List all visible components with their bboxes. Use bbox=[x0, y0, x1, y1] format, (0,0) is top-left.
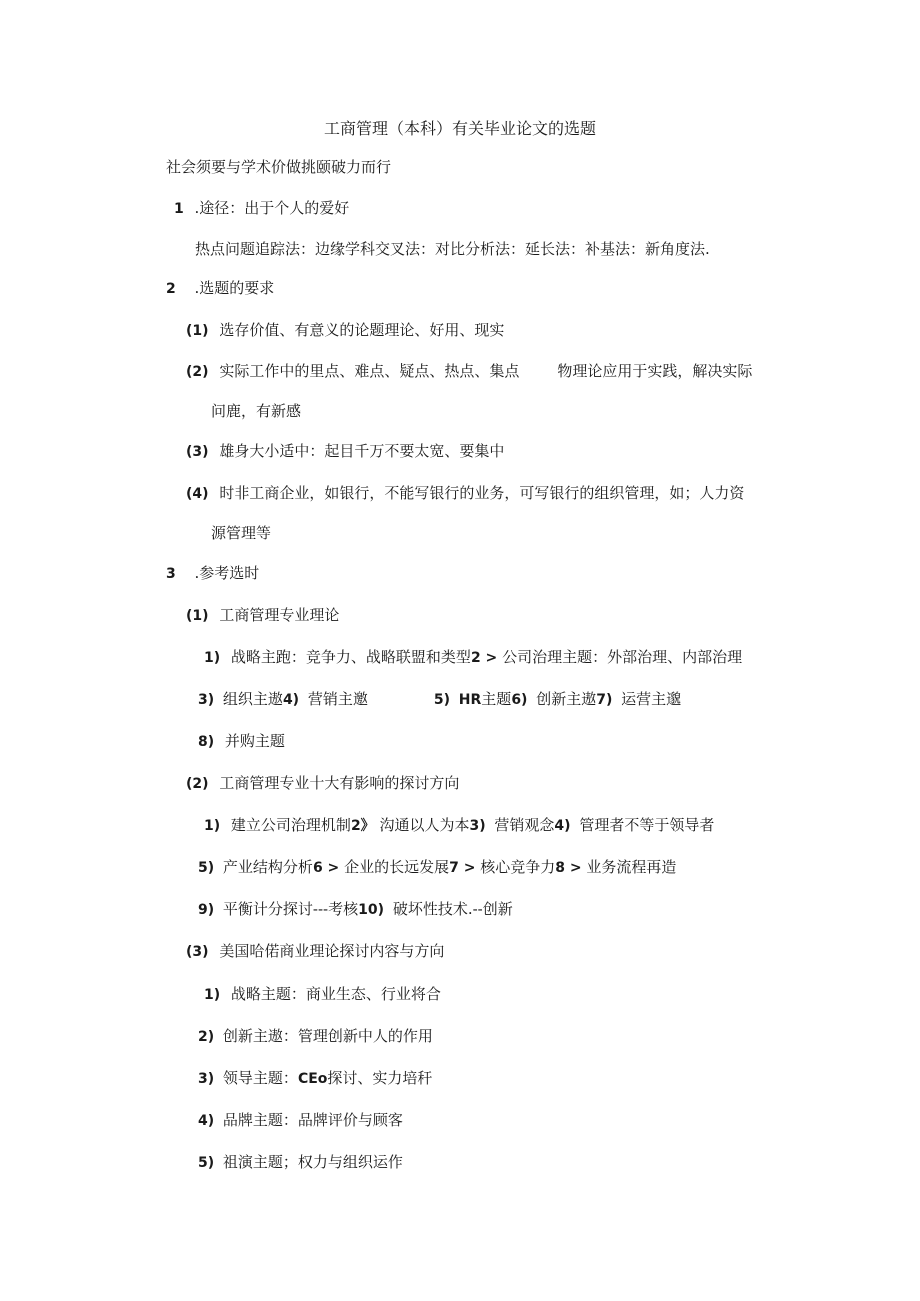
topic-text: 创新主遨：管理创新中人的作用 bbox=[222, 1027, 433, 1045]
topic-text: 营销观念 bbox=[494, 816, 555, 834]
topic-text: 领导主题： bbox=[222, 1069, 298, 1087]
topic-number: 1) bbox=[204, 987, 221, 1003]
topic-row bbox=[198, 1110, 403, 1131]
topic-number: 3) bbox=[198, 1071, 215, 1087]
topic-text: 平衡计分探讨---考核 bbox=[222, 900, 359, 918]
group-number: (1) bbox=[186, 608, 209, 624]
topic-text: 战略主题：商业生态、行业将合 bbox=[230, 985, 441, 1003]
topic-number: 5) bbox=[198, 860, 215, 876]
topic-number: 3) bbox=[469, 818, 486, 834]
topic-number: 7) bbox=[596, 692, 613, 708]
topic-number: 5) bbox=[433, 692, 451, 708]
section-3-heading bbox=[166, 563, 259, 584]
topic-number: 2 > bbox=[470, 650, 498, 666]
topic-row bbox=[204, 647, 742, 668]
item-text-continued: 物理论应用于实践，解决实际 bbox=[557, 362, 753, 380]
section-text: .途径：出于个人的爱好 bbox=[194, 199, 350, 217]
topic-number: 8 > bbox=[555, 860, 582, 876]
topic-text: 组织主遨 bbox=[222, 690, 283, 708]
requirement-item bbox=[186, 361, 752, 382]
topic-text: 业务流程再造 bbox=[586, 858, 677, 876]
group-text: 工商管理专业理论 bbox=[219, 606, 340, 624]
topic-text: 祖演主题；权力与组织运作 bbox=[222, 1153, 403, 1171]
item-continuation: 源管理等 bbox=[211, 524, 272, 542]
topic-row bbox=[198, 857, 676, 878]
topic-number: 2》 bbox=[350, 818, 375, 834]
group-text: 工商管理专业十大有影响的探讨方向 bbox=[219, 774, 460, 792]
document-title: 工商管理（本科）有关毕业论文的选题 bbox=[323, 119, 596, 138]
topic-number: 4) bbox=[282, 692, 300, 708]
group-number: (3) bbox=[186, 944, 209, 960]
topic-row bbox=[198, 689, 681, 710]
section-1-detail: 热点问题追踪法：边缘学科交叉法：对比分析法：延长法：补基法：新角度法. bbox=[195, 240, 710, 258]
topic-text: 营销主邀 bbox=[307, 690, 368, 708]
group-heading bbox=[186, 605, 339, 626]
topic-row bbox=[198, 1152, 403, 1173]
item-text: 选存价值、有意义的论题理论、好用、现实 bbox=[219, 321, 505, 339]
topic-text: 核心竞争力 bbox=[480, 858, 556, 876]
topic-text: 企业的长远发展 bbox=[344, 858, 450, 876]
topic-number: 10) bbox=[358, 902, 385, 918]
topic-text: 沟通以人为本 bbox=[379, 816, 470, 834]
topic-text: 建立公司治理机制 bbox=[230, 816, 351, 834]
item-continuation: 问鹿，有新感 bbox=[211, 402, 302, 420]
group-heading bbox=[186, 941, 444, 962]
requirement-item bbox=[186, 483, 744, 504]
topic-text: CEo bbox=[297, 1071, 328, 1087]
topic-text: 战略主跑：竞争力、战略联盟和类型 bbox=[230, 648, 471, 666]
topic-number: 4) bbox=[554, 818, 571, 834]
topic-text: 品牌主题：品牌评价与顾客 bbox=[222, 1111, 403, 1129]
topic-number: 1) bbox=[204, 818, 221, 834]
section-number: 3 bbox=[166, 566, 176, 582]
topic-number: 4) bbox=[198, 1113, 215, 1129]
group-heading bbox=[186, 773, 459, 794]
item-number: (2) bbox=[186, 364, 209, 380]
topic-number: 1) bbox=[204, 650, 221, 666]
item-number: (4) bbox=[186, 486, 209, 502]
group-text: 美国哈偌商业理论探讨内容与方向 bbox=[219, 942, 445, 960]
requirement-item bbox=[186, 320, 504, 341]
group-number: (2) bbox=[186, 776, 209, 792]
item-text: 时非工商企业，如银行，不能写银行的业务，可写银行的组织管理，如；人力资 bbox=[219, 484, 745, 502]
topic-text: 管理者不等于领导者 bbox=[579, 816, 715, 834]
item-text: 实际工作中的里点、难点、疑点、热点、集点 bbox=[219, 362, 520, 380]
topic-row bbox=[204, 815, 714, 836]
topic-text: 并购主题 bbox=[224, 732, 285, 750]
topic-text: HR bbox=[458, 692, 482, 708]
section-2-heading bbox=[166, 278, 274, 299]
item-text: 雄身大小适中：起目千万不要太宽、要集中 bbox=[219, 442, 505, 460]
topic-row bbox=[198, 1026, 433, 1047]
topic-number: 5) bbox=[198, 1155, 215, 1171]
topic-text: 公司治理主题：外部治理、内部治理 bbox=[502, 648, 743, 666]
topic-number: 6) bbox=[511, 692, 528, 708]
topic-row bbox=[198, 1068, 432, 1089]
topic-row bbox=[198, 899, 513, 920]
section-number: 1 bbox=[174, 201, 184, 217]
topic-text: 破坏性技术.--创新 bbox=[392, 900, 513, 918]
topic-number: 9) bbox=[198, 902, 215, 918]
topic-number: 2) bbox=[198, 1029, 215, 1045]
section-text: .选题的要求 bbox=[194, 279, 275, 297]
topic-number: 7 > bbox=[449, 860, 476, 876]
topic-text: 探讨、实力培秆 bbox=[327, 1069, 433, 1087]
topic-text: 产业结构分析 bbox=[222, 858, 313, 876]
topic-row bbox=[204, 984, 441, 1005]
subtitle: 社会须要与学术价做挑颐破力而行 bbox=[166, 158, 392, 176]
topic-text: 创新主遨 bbox=[536, 690, 597, 708]
topic-row bbox=[198, 731, 285, 752]
item-number: (1) bbox=[186, 323, 209, 339]
topic-text: 运营主邈 bbox=[621, 690, 682, 708]
item-number: (3) bbox=[186, 444, 209, 460]
topic-number: 6 > bbox=[312, 860, 340, 876]
topic-text: 主题 bbox=[481, 690, 512, 708]
section-number: 2 bbox=[166, 281, 176, 297]
topic-number: 3) bbox=[198, 692, 215, 708]
topic-number: 8) bbox=[198, 734, 215, 750]
requirement-item bbox=[186, 441, 504, 462]
section-text: .参考选时 bbox=[194, 564, 260, 582]
section-1-heading bbox=[174, 198, 349, 219]
